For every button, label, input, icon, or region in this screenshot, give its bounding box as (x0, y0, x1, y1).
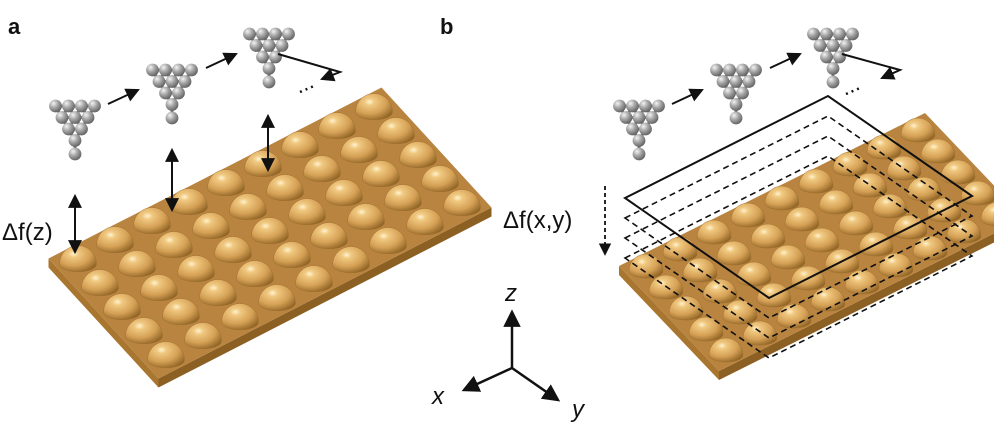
tip-atom (814, 39, 827, 52)
tip-atom (159, 64, 172, 77)
tip-atom (749, 64, 762, 77)
tip-atom (179, 75, 192, 88)
tip-atom (62, 123, 75, 136)
tip-atom (62, 100, 75, 113)
tip-cluster (49, 100, 101, 161)
tip-atom (88, 100, 101, 113)
tip-atom (282, 28, 295, 41)
tip-atom (633, 148, 646, 161)
x-axis-arrow (464, 368, 512, 390)
tip-atom (626, 123, 639, 136)
tip-atom (633, 134, 646, 147)
tip-atom (69, 148, 82, 161)
tip-motion-arrow-b3 (842, 54, 900, 78)
tip-atom (833, 28, 846, 41)
panel-b-letter: b (440, 14, 454, 39)
tip-atom (840, 39, 853, 52)
tip-cluster (807, 28, 859, 89)
tip-atom (743, 75, 756, 88)
tip-atom (256, 28, 269, 41)
tip-cluster (243, 28, 295, 89)
tip-atom (153, 75, 166, 88)
tip-atom (75, 100, 88, 113)
tip-atom (723, 64, 736, 77)
tip-atom (646, 111, 659, 124)
substrate-slab-b (619, 113, 994, 380)
tip-atom (730, 75, 743, 88)
tip-atom (820, 51, 833, 64)
tip-atom (56, 111, 69, 124)
tip-atom (833, 51, 846, 64)
delta-f-z-label: Δf(z) (2, 219, 53, 246)
tip-motion-arrow-b1 (672, 90, 702, 104)
tip-atom (717, 75, 730, 88)
tip-motion-dots-b (846, 88, 860, 94)
y-axis-arrow (512, 368, 558, 400)
tip-atom (82, 111, 95, 124)
tip-atom (827, 39, 840, 52)
tip-atom (639, 123, 652, 136)
tip-atom (710, 64, 723, 77)
tip-atom (159, 87, 172, 100)
y-axis-label: y (572, 396, 584, 423)
panel-a-letter: a (8, 14, 21, 39)
tip-motion-arrow-a1 (108, 90, 138, 104)
substrate-slab-a (49, 88, 492, 388)
tip-atom (269, 28, 282, 41)
tip-atom (49, 100, 62, 113)
tip-atom (639, 100, 652, 113)
tip-atom (185, 64, 198, 77)
tip-atom (256, 51, 269, 64)
tip-atom (172, 64, 185, 77)
tip-atom (250, 39, 263, 52)
tip-atom (820, 28, 833, 41)
tip-atom (723, 87, 736, 100)
tip-atom (736, 87, 749, 100)
tip-atom (633, 111, 646, 124)
tip-atom (166, 98, 179, 111)
tip-atom (69, 134, 82, 147)
tip-atom (263, 62, 276, 75)
tip-atom (166, 112, 179, 125)
tip-atom (626, 100, 639, 113)
tip-atom (269, 51, 282, 64)
tip-atom (620, 111, 633, 124)
tip-atom (146, 64, 159, 77)
tip-cluster (146, 64, 198, 125)
tip-motion-arrow-b2 (770, 54, 800, 68)
tip-motion-arrow-a2 (206, 54, 236, 68)
tip-cluster (613, 100, 665, 161)
tip-atom (75, 123, 88, 136)
tip-atom (652, 100, 665, 113)
tip-atom (263, 76, 276, 89)
tip-atom (807, 28, 820, 41)
tip-motion-dots-a (300, 86, 314, 92)
tip-atom (263, 39, 276, 52)
delta-f-xy-label: Δf(x,y) (503, 207, 573, 234)
tip-atom (276, 39, 289, 52)
tip-atom (69, 111, 82, 124)
tip-atom (846, 28, 859, 41)
tip-atom (613, 100, 626, 113)
x-axis-label: x (432, 383, 444, 410)
tip-atom (243, 28, 256, 41)
tip-atom (736, 64, 749, 77)
tip-atom (827, 62, 840, 75)
z-axis-label: z (505, 280, 517, 307)
tip-atom (166, 75, 179, 88)
tip-atom (730, 98, 743, 111)
tip-motion-arrow-a3 (278, 54, 340, 79)
tip-atom (172, 87, 185, 100)
tip-cluster (710, 64, 762, 125)
coordinate-axes (431, 280, 586, 423)
tip-atom (730, 112, 743, 125)
tip-atom (827, 76, 840, 89)
